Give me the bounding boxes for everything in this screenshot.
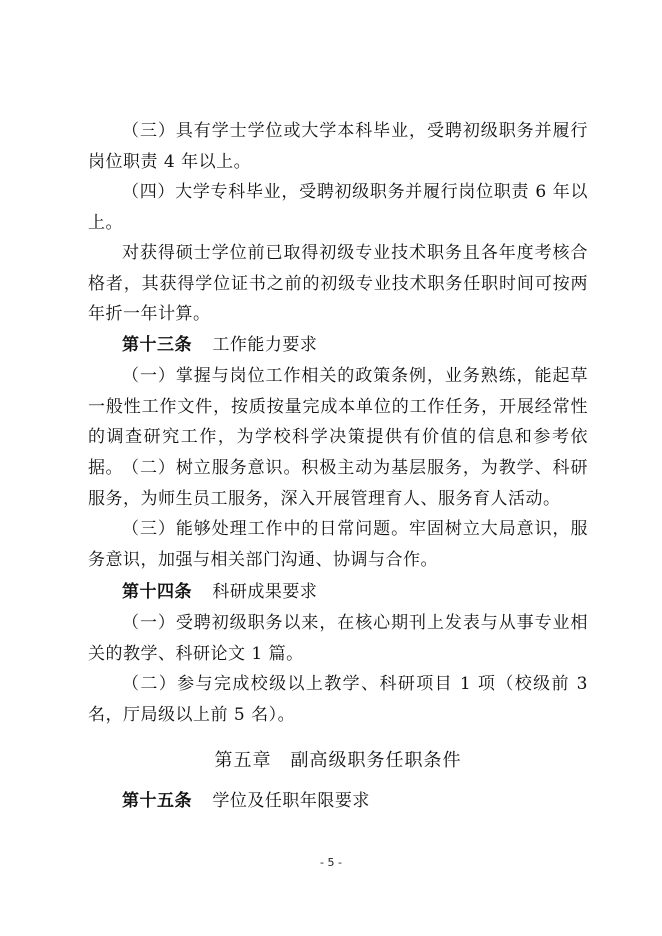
article-14-heading (88, 577, 588, 608)
paragraph-ability-1: （一）掌握与岗位工作相关的政策条例，业务熟练，能起草一般性工作文件，按质按量完成本单位的工作任务，开展经常性的调查研究工作，为学校科学决策提供有价值的信息和参考依据。 (88, 366, 588, 478)
article-13-title: 工作能力要求 (212, 335, 318, 355)
paragraph-research-2: （二）参与完成校级以上教学、科研项目 1 项（校级前 3 名，厅局级以上前 5 名）。 (88, 674, 588, 725)
article-15-number: 第十五条 (122, 791, 192, 811)
article-13-number: 第十三条 (122, 335, 192, 355)
paragraph-ability-2: （二）树立服务意识。积极主动为基层服务，为教学、科研服务，为师生员工服务，深入开展管理育人、服务育人活动。 (88, 458, 588, 509)
article-13-heading (88, 330, 588, 361)
article-15-heading (88, 786, 588, 817)
chapter-heading: 第五章 副高级职务任职条件 (214, 750, 462, 771)
article-14-number: 第十四条 (122, 582, 192, 602)
article-15-title: 学位及任职年限要求 (212, 791, 370, 811)
paragraph-research-1: （一）受聘初级职务以来，在核心期刊上发表与从事专业相关的教学、科研论文 1 篇。 (88, 613, 588, 664)
article-14-title: 科研成果要求 (212, 582, 318, 602)
paragraph-degree-college: （四）大学专科毕业，受聘初级职务并履行岗位职责 6 年以上。 (88, 182, 588, 233)
paragraph-ability-3: （三）能够处理工作中的日常问题。牢固树立大局意识，服务意识，加强与相关部门沟通、协调与合作。 (88, 519, 588, 570)
paragraph-degree-bachelor: （三）具有学士学位或大学本科毕业，受聘初级职务并履行岗位职责 4 年以上。 (88, 121, 588, 172)
page-number: - 5 - (320, 856, 342, 869)
paragraph-master-note: 对获得硕士学位前已取得初级专业技术职务且各年度考核合格者，其获得学位证书之前的初级专业技术职务任职时间可按两年折一年计算。 (88, 243, 588, 324)
